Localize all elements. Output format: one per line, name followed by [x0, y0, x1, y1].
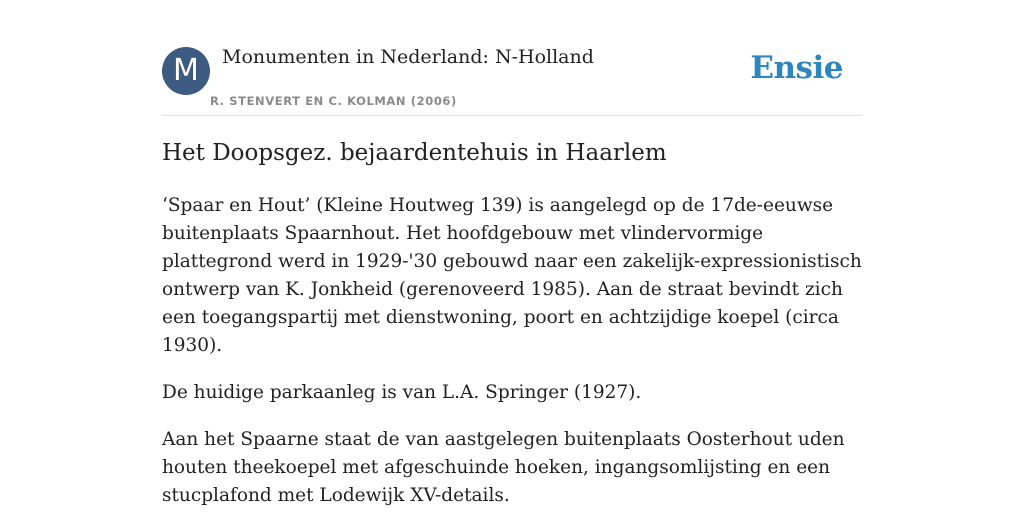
article-body	[162, 192, 862, 512]
ensie-logo[interactable]: Ensie	[750, 50, 843, 86]
article-title: Het Doopsgez. bejaardentehuis in Haarlem	[162, 140, 667, 166]
article-paragraph: De huidige parkaanleg is van L.A. Springer (1927).	[162, 382, 642, 403]
article-paragraph: Aan het Spaarne staat de van aastgelegen buitenplaats Oosterhout uden houten theekoepel met afgeschuinde hoeken, ingangsomlijsting en een stucplafond met Lodewijk XV-details.	[162, 429, 845, 506]
header-divider	[162, 115, 862, 116]
work-author: R. STENVERT EN C. KOLMAN (2006)	[210, 94, 457, 108]
work-title[interactable]: Monumenten in Nederland: N-Holland	[222, 46, 594, 68]
article-paragraph: ‘Spaar en Hout’ (Kleine Houtweg 139) is aangelegd op de 17de-eeuwse buitenplaats Spaarnhout. Het hoofdgebouw met vlindervormige plattegrond werd in 1929-'30 gebouwd naar een zakelijk-expressionistisch ontwerp van K. Jonkheid (gerenoveerd 1985). Aan de straat bevindt zich een toegangspartij met dienstwoning, poort en achtzijdige koepel (circa 1930).	[162, 195, 862, 356]
avatar: M	[162, 47, 210, 95]
